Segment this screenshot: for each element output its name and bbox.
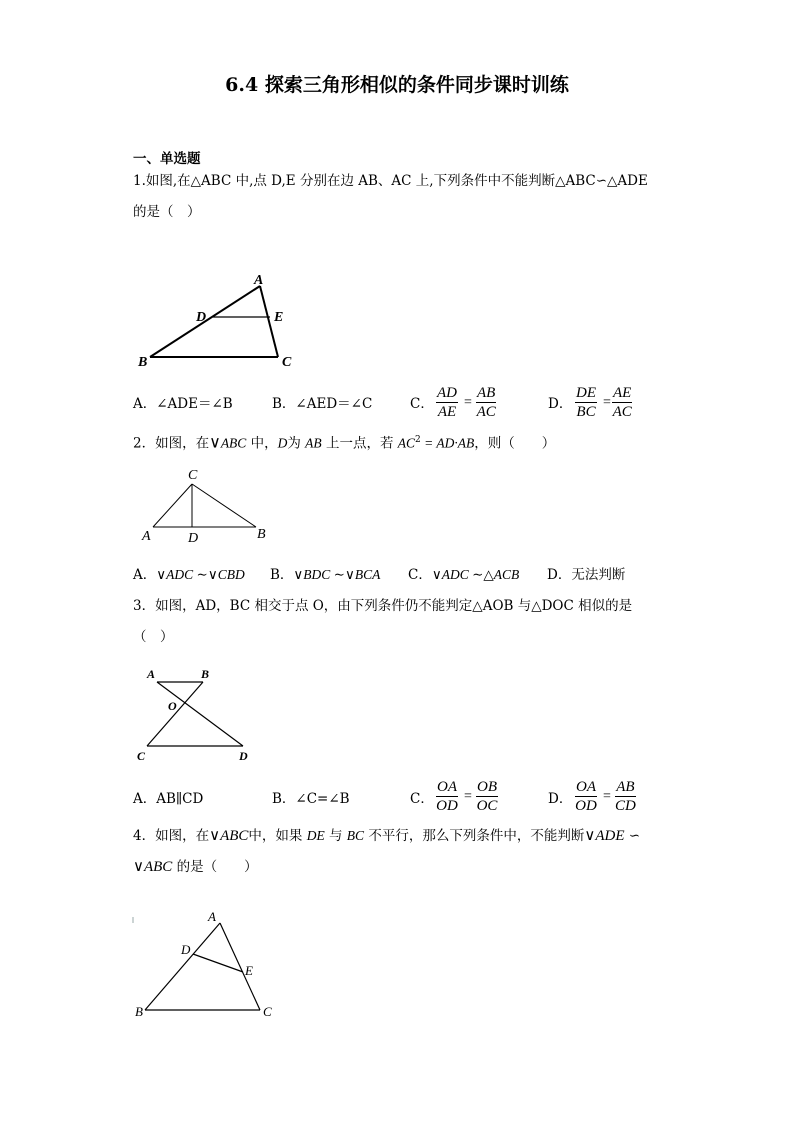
q1-triangle-figure [130,265,310,375]
q3-label-o: O [168,699,177,713]
q3-segment-ad [157,682,243,746]
q2-label-c: C [188,468,198,483]
q1-label-c: C [282,355,292,370]
q3-option-d-eq: = [603,789,611,804]
q3-label-a: A [147,667,156,681]
page-title: 6.4 探索三角形相似的条件同步课时训练 [225,74,569,96]
q1-label-d: D [196,310,207,325]
q1-option-c-frac1: $\frac{AD}{AE}$ [437,385,457,420]
q4-label-a: A [208,909,216,924]
q1-label-a: A [254,273,264,288]
q1-option-c-eq: = [464,395,472,410]
q3-segment-bc [147,682,203,746]
q2-label-b: B [257,527,266,542]
q4-label-b: B [135,1004,143,1019]
q2-option-c[interactable]: C．∨ADC ∼△ACB [408,567,520,583]
q3-option-d[interactable]: D． [548,791,573,807]
q3-option-d-frac2: $\frac{AB}{CD}$ [615,779,636,814]
section-heading: 一、单选题 [133,151,201,167]
q1-label-b: B [138,355,148,370]
q3-option-c[interactable]: C． [410,791,434,807]
q4-label-e: E [245,963,253,978]
q2-label-a: A [142,529,151,544]
q1-stem-line2: 的是（ ） [133,204,201,220]
q3-label-d: D [239,749,248,763]
q2-triangle-figure [138,466,278,546]
q3-option-c-frac1: $\frac{OA}{OD}$ [436,779,458,814]
q2-side-ac [153,484,192,527]
q4-label-d: D [181,942,191,957]
q3-option-d-frac1: $\frac{OA}{OD}$ [575,779,597,814]
q2-side-cb [192,484,256,527]
q3-option-c-eq: = [464,789,472,804]
q1-stem-line1: 1.如图,在△ABC 中,点 D,E 分别在边 AB、AC 上,下列条件中不能判断△ABC∽△ADE [133,173,648,189]
q2-option-a[interactable]: A．∨ADC ∼∨CBD [133,567,245,583]
q2-label-d: D [188,531,199,546]
q3-figure [135,665,265,765]
q1-option-c[interactable]: C． [410,396,434,412]
q3-label-c: C [137,749,146,763]
q4-stem-line1: 4．如图，在∨ABC中，如果 DE 与 BC 不平行，那么下列条件中，不能判断∨ADE ∽ [133,828,641,844]
q3-stem-line1: 3．如图，AD，BC 相交于点 O，由下列条件仍不能判定△AOB 与△DOC 相似的是 [133,598,633,614]
q2-stem: 2．如图，在∨ABC 中，D为 AB 上一点，若 $AC^2 = AD\cdot AB$，则（ ） [133,432,556,452]
q1-option-a[interactable]: A．∠ADE＝∠B [133,396,233,412]
q3-option-b[interactable]: B．∠C=∠B [272,791,350,807]
q2-option-d[interactable]: D．无法判断 [547,567,626,583]
q1-option-d[interactable]: D． [548,396,573,412]
q1-label-e: E [274,310,284,325]
q1-option-b[interactable]: B．∠AED＝∠C [272,396,373,412]
q3-option-c-frac2: $\frac{OB}{OC}$ [476,779,498,814]
q4-triangle-figure [130,905,280,1025]
q1-option-d-frac2: $\frac{AE}{AC}$ [612,385,632,420]
q2-option-b[interactable]: B．∨BDC ∼∨BCA [270,567,381,583]
q4-side-ab [145,923,220,1010]
q1-option-d-frac1: $\frac{DE}{BC}$ [576,385,596,420]
q3-option-a[interactable]: A．AB∥CD [133,791,204,807]
q1-option-d-eq: = [603,395,611,410]
q1-option-c-frac2: $\frac{AB}{AC}$ [476,385,496,420]
q4-label-c: C [263,1004,272,1019]
q4-stem-line2: ∨ABC 的是（ ） [133,859,258,875]
q3-stem-line2: （ ） [133,629,174,645]
q3-label-b: B [201,667,210,681]
